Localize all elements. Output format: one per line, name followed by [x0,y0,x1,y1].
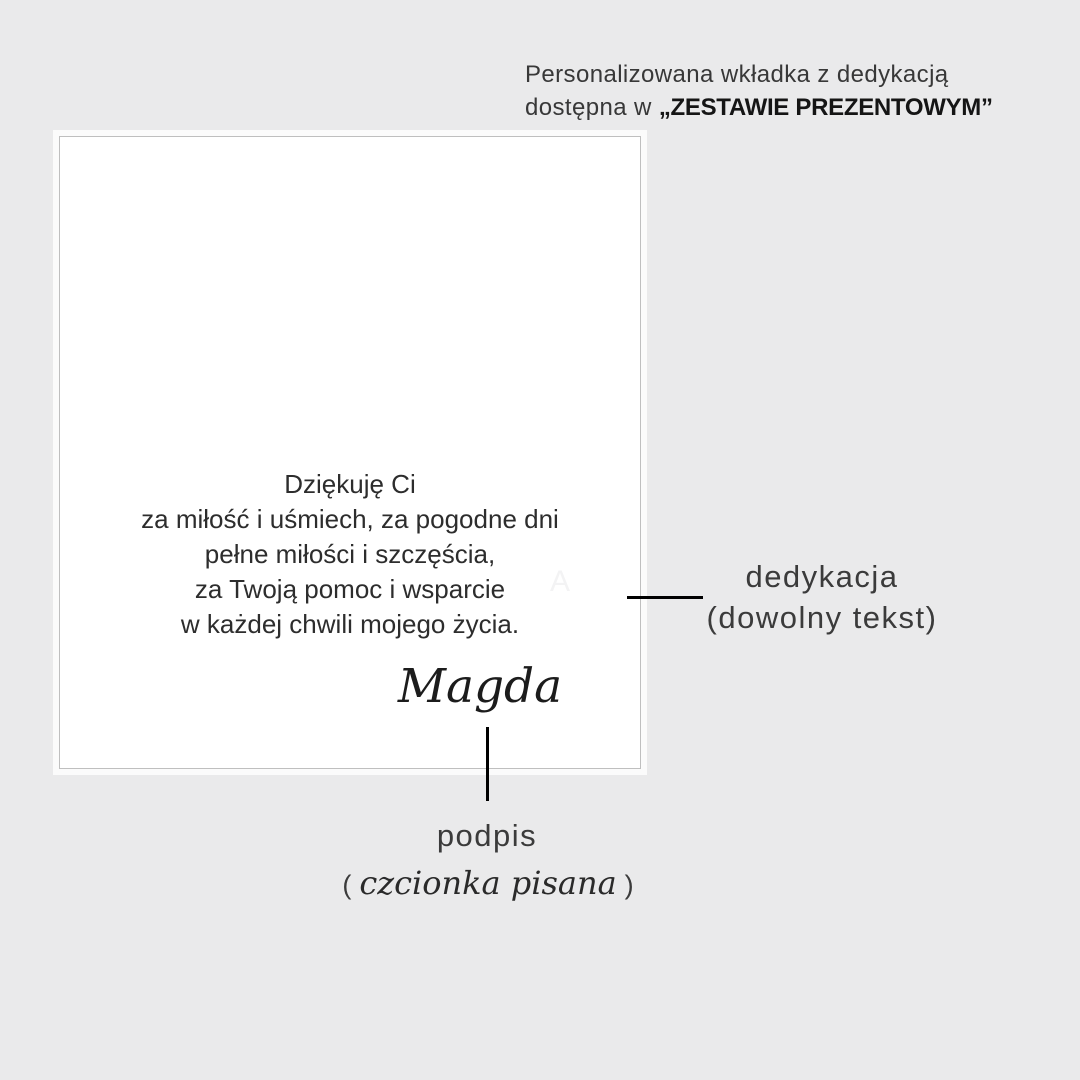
font-note-close-paren: ) [624,870,634,900]
dedication-line: za Twoją pomoc i wsparcie [194,574,506,604]
dedication-line: za miłość i uśmiech, za pogodne dni [141,504,559,534]
dedication-line: Dziękuję Ci [284,469,416,499]
header-caption-line1: Personalizowana wkładka z dedykacją [525,61,949,88]
font-note-script-sample: czcionka pisana [359,864,617,902]
header-caption-gift-set-name: „ZESTAWIE PREZENTOWYM” [658,94,993,121]
signature-connector-line [486,727,489,801]
dedication-line: pełne miłości i szczęścia, [204,539,496,569]
dedication-card [59,136,641,769]
dedication-line: w każdej chwili mojego życia. [180,609,520,639]
watermark-letter: A [550,565,571,598]
dedication-label [672,556,972,638]
signature-text: Magda [397,659,563,714]
dedication-text [60,467,640,642]
header-caption-line2-prefix: dostępna w [525,94,659,121]
signature-label: podpis [436,818,538,853]
dedication-label-line2: (dowolny tekst) [706,600,938,635]
header-caption [525,58,993,124]
dedication-label-line1: dedykacja [745,559,899,594]
dedication-connector-line [627,596,703,599]
header-caption-line2 [525,91,993,124]
signature-font-note [288,864,688,902]
font-note-open-paren: ( [342,870,352,900]
